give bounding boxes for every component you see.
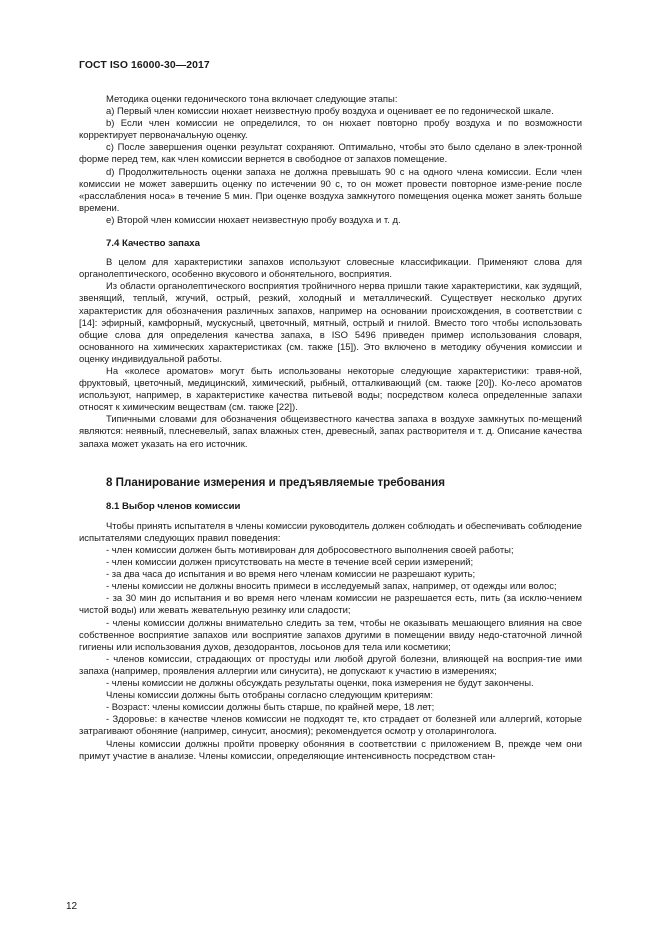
list-item: - члены комиссии не должны обсуждать результаты оценки, пока измерения не будут закончены. bbox=[106, 678, 534, 690]
list-item: - Возраст: члены комиссии должны быть старше, по крайней мере, 18 лет; bbox=[106, 702, 435, 714]
list-item: - за два часа до испытания и во время него членам комиссии не разрешают курить; bbox=[106, 569, 476, 581]
paragraph: Методика оценки гедонического тона включает следующие этапы: bbox=[106, 94, 398, 105]
paragraph: В целом для характеристики запахов используют словесные классификации. Применяют слова для органолептического, особенно вкусового и обонятельного, восприятия. bbox=[79, 257, 582, 281]
document-header: ГОСТ ISO 16000-30—2017 bbox=[79, 60, 210, 71]
page-number: 12 bbox=[66, 901, 78, 912]
section-heading-7-4: 7.4 Качество запаха bbox=[106, 238, 200, 250]
list-item: - члены комиссии не должны вносить примеси в исследуемый запах, например, от одежды или волос; bbox=[106, 581, 557, 593]
list-item: d) Продолжительность оценки запаха не должна превышать 90 с на одного члена комиссии. Если член комиссии не может завершить оценку по истечении 90 с, то он может провести повторное изме-рение после «расслабления носа» в течение 5 мин. При оценке воздуха замкнутого помещения оценка может занять больше времени. bbox=[79, 166, 582, 214]
paragraph: На «колесе ароматов» могут быть использованы некоторые следующие характеристики: травя-ной, фруктовый, цветочный, медицинский, химический, рыбный, отталкивающий (см. также [20]). Ко-лесо ароматов используют, например, в характеристике качества питьевой воды; посредством колеса определенные запахи относят к химическим веществам (см. также [22]). bbox=[79, 365, 582, 414]
list-item: - члены комиссии должны внимательно следить за тем, чтобы не оказывать мешающего влияния на свое собственное восприятие запахов или восприятие запахов другими в помещении ввиду недо-статочной личной гигиены или использования духов, дезодорантов, лосьонов для тела или косметики; bbox=[79, 617, 582, 653]
paragraph: Члены комиссии должны быть отобраны согласно следующим критериям: bbox=[106, 690, 434, 702]
paragraph: Типичными словами для обозначения общеизвестного качества запаха в воздухе замкнутых по-мещений являются: неявный, плесневелый, запах влажных стен, древесный, запах растворителя и т. д. Описание качества запаха может указать на его источник. bbox=[79, 414, 582, 450]
list-item: - за 30 мин до испытания и во время него членам комиссии не разрешается есть, пить (за исклю-чением чистой воды) или жевать жевательную резинку или сладости; bbox=[79, 593, 582, 617]
paragraph: Из области органолептического восприятия тройничного нерва пришли такие характеристики, как зудящий, звенящий, теплый, жгучий, острый, резкий, холодный и металлический. Существует несколько других характеристик для обозначения различных запахов, например на основании происхождения, в соответствии с [14]: эфирный, камфорный, мускусный, цветочный, мятный, острый и гнилой. Вместо того чтобы использовать общие слова для определения качества запаха, в ISO 5496 приведен пример использования словаря, основанного на химических характеристиках (см. также [15]). Это включено в методику обучения комиссии и оценку индивидуальной работы. bbox=[79, 281, 582, 365]
document-body bbox=[79, 94, 582, 763]
section-heading-8: 8 Планирование измерения и предъявляемые требования bbox=[106, 475, 446, 489]
list-item: a) Первый член комиссии нюхает неизвестную пробу воздуха и оценивает ее по гедонической шкале. bbox=[106, 106, 554, 118]
list-item: - членов комиссии, страдающих от простуды или любой другой болезни, влияющей на восприя-тие ими запаха (например, проявления аллергии или синусита), не допускают к участию в измерениях; bbox=[79, 653, 582, 677]
list-item: - член комиссии должен присутствовать на месте в течение всей серии измерений; bbox=[106, 557, 474, 569]
list-item: b) Если член комиссии не определился, то он нюхает повторно пробу воздуха и по возможности корректирует первоначальную оценку. bbox=[79, 118, 582, 142]
list-item: - Здоровье: в качестве членов комиссии не подходят те, кто страдает от болезней или аллергий, которые затрагивают обоняние (например, синусит, аносмия); рекомендуется осмотр у отоларинголога. bbox=[79, 714, 582, 738]
list-item: e) Второй член комиссии нюхает неизвестную пробу воздуха и т. д. bbox=[106, 214, 401, 226]
list-item: c) После завершения оценки результат сохраняют. Оптимально, чтобы это было сделано в элек-тронной форме перед тем, как член комиссии вернется в свободное от запахов помещение. bbox=[79, 142, 582, 166]
list-item: - член комиссии должен быть мотивирован для добросовестного выполнения своей работы; bbox=[106, 545, 514, 556]
paragraph: Члены комиссии должны пройти проверку обоняния в соответствии с приложением В, прежде чем они примут участие в анализе. Члены комиссии, определяющие интенсивность посредством стан- bbox=[79, 738, 582, 762]
section-heading-8-1: 8.1 Выбор членов комиссии bbox=[106, 500, 241, 512]
paragraph: Чтобы принять испытателя в члены комиссии руководитель должен соблюдать и обеспечивать соблюдение испытателями следующих правил поведения: bbox=[79, 520, 582, 544]
